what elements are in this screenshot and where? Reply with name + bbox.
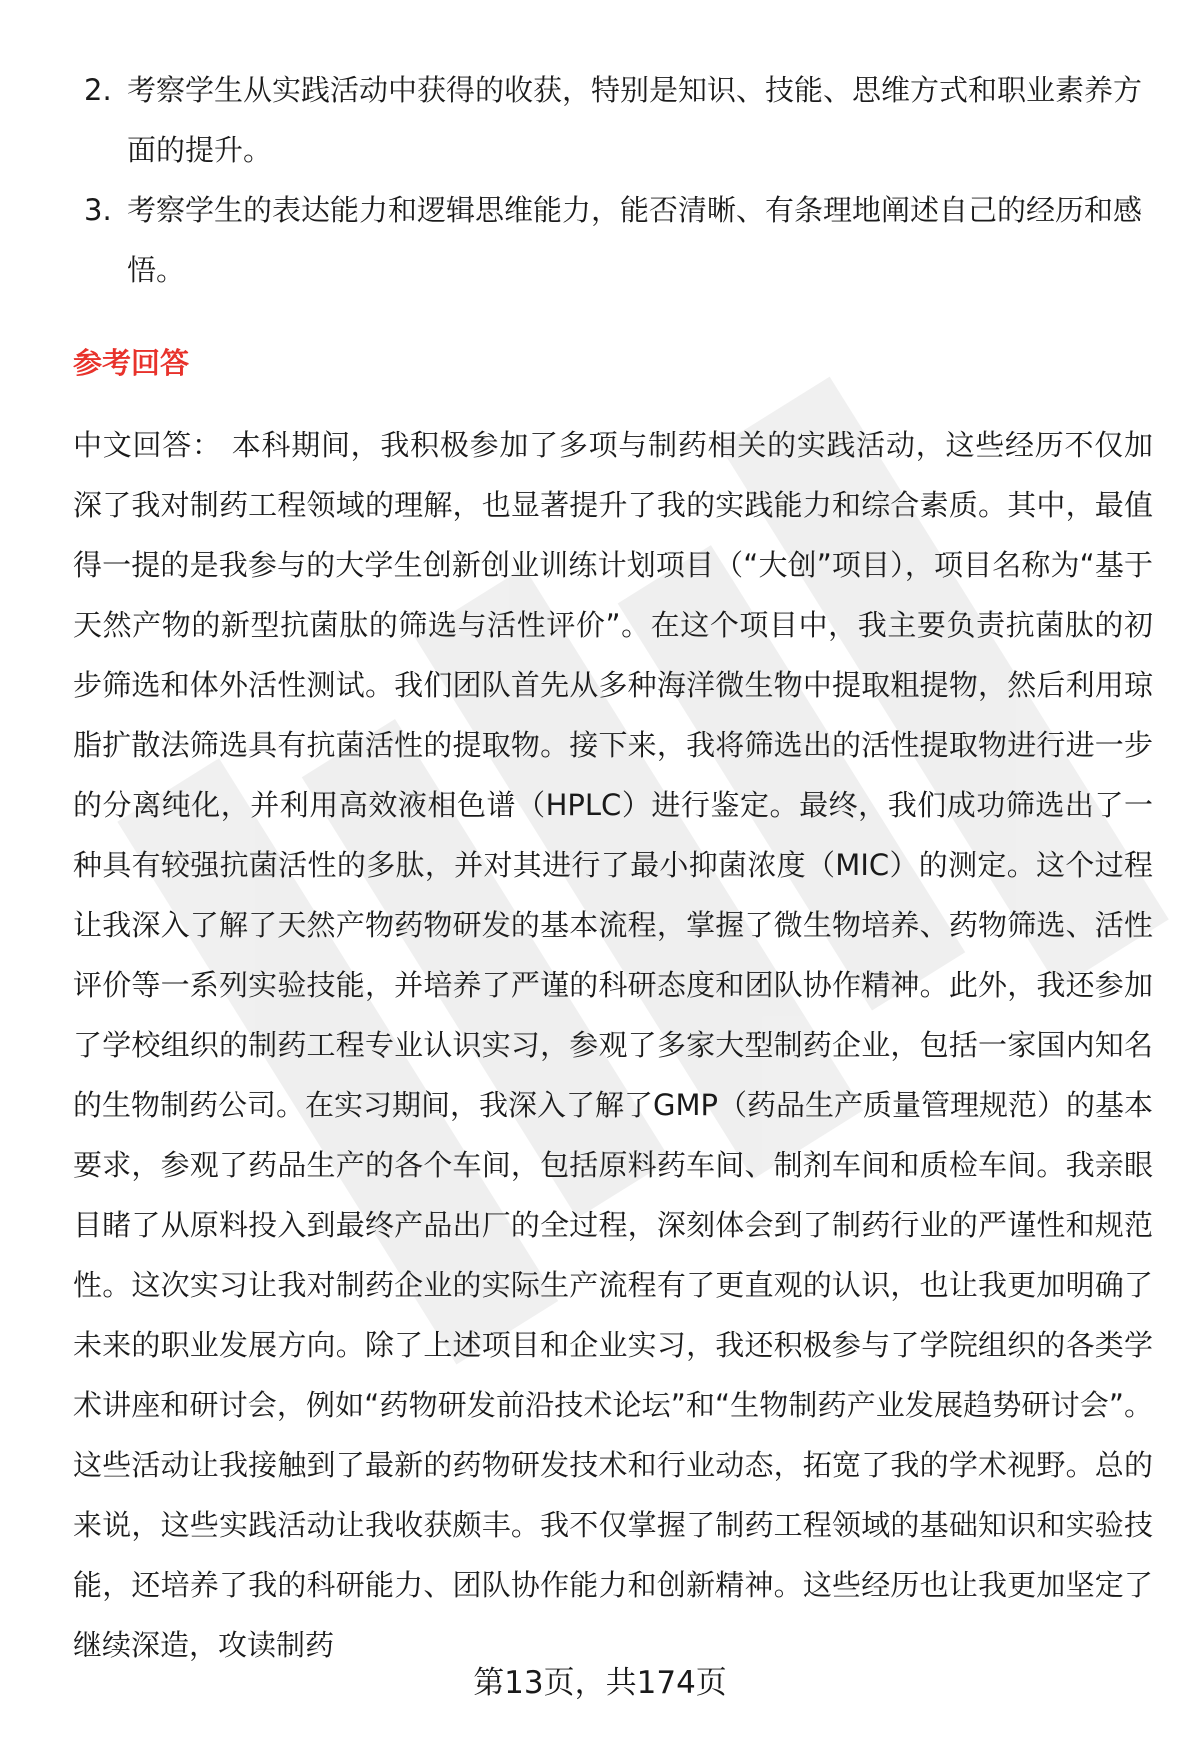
list-item: [73, 180, 1153, 300]
page-footer: 第13页，共174页: [473, 1665, 727, 1701]
answer-label: 中文回答：: [73, 428, 222, 462]
list-item: [73, 60, 1153, 180]
page-content: [73, 60, 1153, 1675]
list-item-text: 考察学生的表达能力和逻辑思维能力，能否清晰、有条理地阐述自己的经历和感悟。: [127, 193, 1143, 287]
list-item-number: 2.: [84, 73, 112, 107]
list-item-text: 考察学生从实践活动中获得的收获，特别是知识、技能、思维方式和职业素养方面的提升。: [127, 73, 1143, 167]
section-heading: 参考回答: [73, 346, 190, 380]
answer-text: 本科期间，我积极参加了多项与制药相关的实践活动，这些经历不仅加深了我对制药工程领域的理解，也显著提升了我的实践能力和综合素质。其中，最值得一提的是我参与的大学生创新创业训练计划项目（“大创”项目），项目名称为“基于天然产物的新型抗菌肽的筛选与活性评价”。在这个项目中，我主要负责抗菌肽的初步筛选和体外活性测试。我们团队首先从多种海洋微生物中提取粗提物，然后利用琼脂扩散法筛选具有抗菌活性的提取物。接下来，我将筛选出的活性提取物进行进一步的分离纯化，并利用高效液相色谱（HPLC）进行鉴定。最终，我们成功筛选出了一种具有较强抗菌活性的多肽，并对其进行了最小抑菌浓度（MIC）的测定。这个过程让我深入了解了天然产物药物研发的基本流程，掌握了微生物培养、药物筛选、活性评价等一系列实验技能，并培养了严谨的科研态度和团队协作精神。此外，我还参加了学校组织的制药工程专业认识实习，参观了多家大型制药企业，包括一家国内知名的生物制药公司。在实习期间，我深入了解了GMP（药品生产质量管理规范）的基本要求，参观了药品生产的各个车间，包括原料药车间、制剂车间和质检车间。我亲眼目睹了从原料投入到最终产品出厂的全过程，深刻体会到了制药行业的严谨性和规范性。这次实习让我对制药企业的实际生产流程有了更直观的认识，也让我更加明确了未来的职业发展方向。除了上述项目和企业实习，我还积极参与了学院组织的各类学术讲座和研讨会，例如“药物研发前沿技术论坛”和“生物制药产业发展趋势研讨会”。这些活动让我接触到了最新的药物研发技术和行业动态，拓宽了我的学术视野。总的来说，这些实践活动让我收获颇丰。我不仅掌握了制药工程领域的基础知识和实验技能，还培养了我的科研能力、团队协作能力和创新精神。这些经历也让我更加坚定了继续深造，攻读制药: [73, 428, 1153, 1662]
list-item-number: 3.: [84, 193, 112, 227]
evaluation-points-list: [73, 60, 1153, 300]
answer-paragraph: [73, 415, 1153, 1675]
